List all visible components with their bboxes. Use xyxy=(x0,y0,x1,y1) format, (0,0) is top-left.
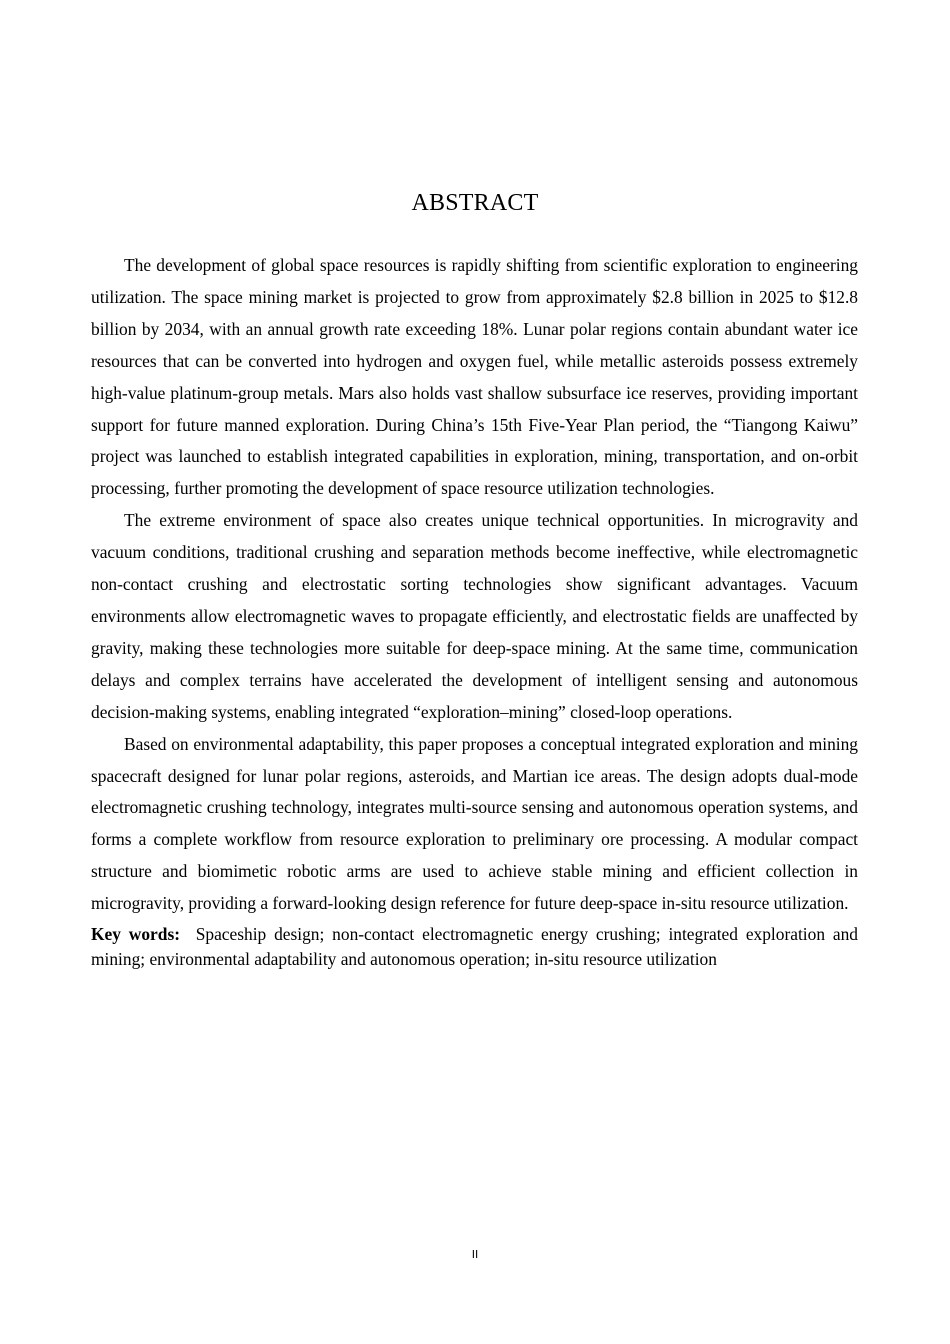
abstract-body xyxy=(91,250,858,972)
keywords-text: Spaceship design; non-contact electromagnetic energy crushing; integrated exploration and mining; environmental adaptability and autonomous operation; in-situ resource utilization xyxy=(91,924,858,970)
keywords-label: Key words: xyxy=(91,924,180,945)
abstract-paragraph-1: The development of global space resources is rapidly shifting from scientific exploration to engineering utilization. The space mining market is projected to grow from approximately $2.8 billion in 2025 to $12.8 billion by 2034, with an annual growth rate exceeding 18%. Lunar polar regions contain abundant water ice resources that can be converted into hydrogen and oxygen fuel, while metallic asteroids possess extremely high-value platinum-group metals. Mars also holds vast shallow subsurface ice reserves, providing important support for future manned exploration. During China’s 15th Five-Year Plan period, the “Tiangong Kaiwu” project was launched to establish integrated capabilities in exploration, mining, transportation, and on-orbit processing, further promoting the development of space resource utilization technologies. xyxy=(91,255,858,499)
page-number: II xyxy=(471,1248,479,1261)
abstract-paragraph-2: The extreme environment of space also creates unique technical opportunities. In microgravity and vacuum conditions, traditional crushing and separation methods become ineffective, while electromagnetic non-contact crushing and electrostatic sorting technologies show significant advantages. Vacuum environments allow electromagnetic waves to propagate efficiently, and electrostatic fields are unaffected by gravity, making these technologies more suitable for deep-space mining. At the same time, communication delays and complex terrains have accelerated the development of intelligent sensing and autonomous decision-making systems, enabling integrated “exploration–mining” closed-loop operations. xyxy=(91,510,858,722)
abstract-paragraph-3: Based on environmental adaptability, this paper proposes a conceptual integrated exploration and mining spacecraft designed for lunar polar regions, asteroids, and Martian ice areas. The design adopts dual-mode electromagnetic crushing technology, integrates multi-source sensing and autonomous operation systems, and forms a complete workflow from resource exploration to preliminary ore processing. A modular compact structure and biomimetic robotic arms are used to achieve stable mining and efficient collection in microgravity, providing a forward-looking design reference for future deep-space in-situ resource utilization. xyxy=(91,733,858,914)
abstract-title: ABSTRACT xyxy=(411,190,539,216)
keywords-line xyxy=(91,922,858,972)
